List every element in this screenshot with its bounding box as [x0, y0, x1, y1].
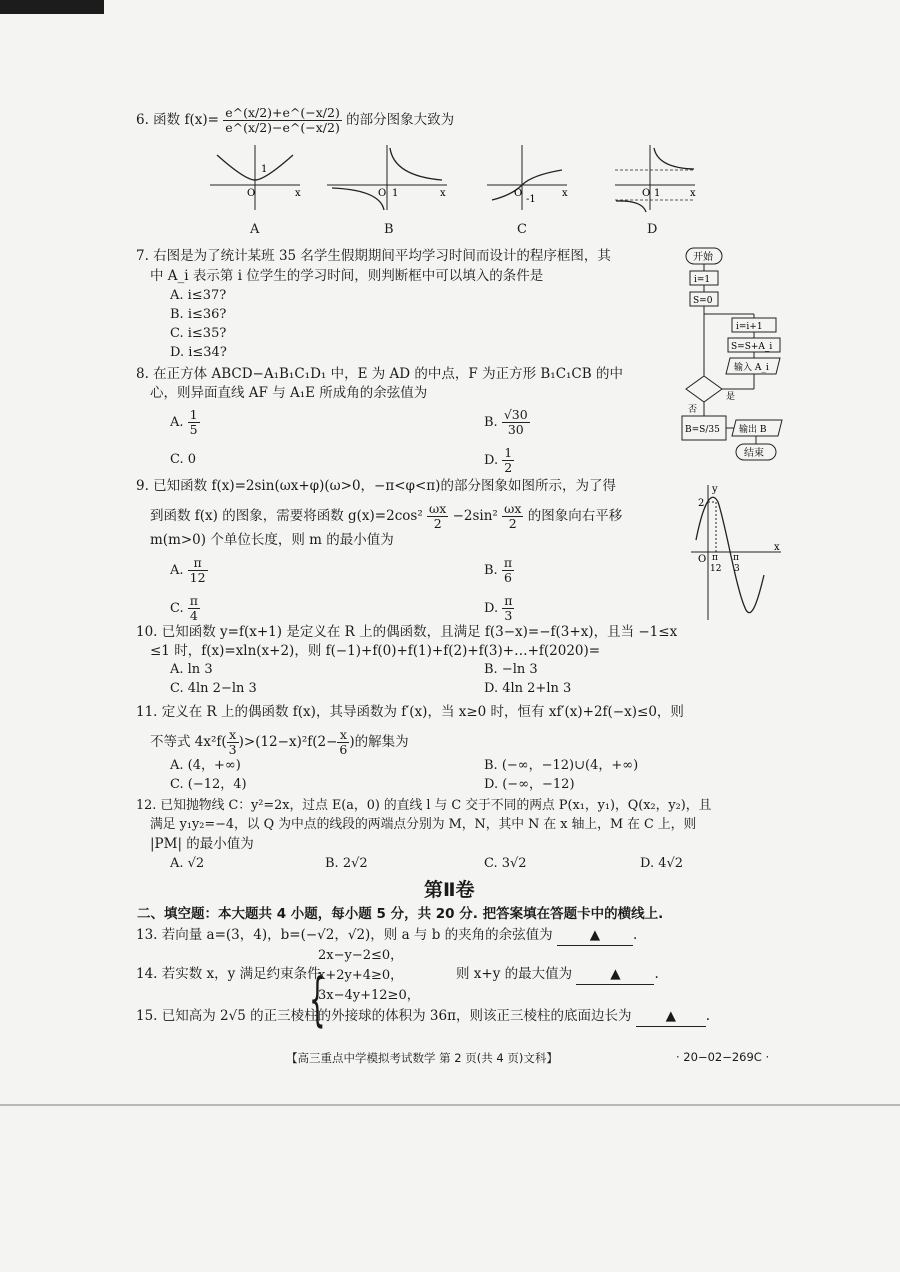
q11-option-c: C. (−12，4): [170, 777, 247, 792]
q9-graph-x2: π: [733, 553, 739, 563]
flow-init-i: i=1: [694, 275, 711, 285]
q11-option-d: D. (−∞，−12): [484, 777, 575, 792]
flow-compute: B=S/35: [685, 425, 720, 435]
q12-option-b: B. 2√2: [325, 856, 368, 871]
q15: [136, 1006, 710, 1027]
q14-constraint-3: 3x−4y+12≥0，: [318, 988, 420, 1003]
q8-line2: 心，则异面直线 AF 与 A₁E 所成角的余弦值为: [150, 385, 428, 401]
page-fold-line: [0, 1104, 900, 1106]
q12-option-a: A. √2: [170, 856, 205, 871]
q8-d-den: 2: [504, 460, 513, 475]
q9-d-num: π: [504, 593, 513, 608]
q9-option-a: [170, 556, 208, 585]
q9-graph-ytop: 2: [698, 498, 705, 509]
q9-graph-x1: π: [712, 553, 718, 563]
q6-graph-b: [322, 140, 452, 215]
q11-option-b: B. (−∞，−12)∪(4，+∞): [484, 758, 639, 773]
q14-tail: [456, 964, 659, 985]
q8-d-num: 1: [504, 445, 513, 460]
q9-frac1-num: ωx: [429, 501, 447, 516]
flow-output: 输出 B: [739, 425, 767, 435]
q9-graph-x: x: [774, 542, 780, 553]
q10-option-a: A. ln 3: [170, 662, 213, 677]
q7-option-d: D. i≤34?: [170, 345, 227, 360]
q15-answer-blank[interactable]: ▲: [636, 1006, 706, 1027]
q9-frac2-num: ωx: [504, 501, 522, 516]
svg-text:x: x: [562, 188, 568, 199]
q9-frac1-den: 2: [433, 516, 442, 531]
q6-graph-c: [482, 140, 572, 215]
footer-code: · 20−02−269C ·: [676, 1050, 770, 1064]
q7-line1: 7. 右图是为了统计某班 35 名学生假期期间平均学习时间而设计的程序框图，其: [136, 248, 611, 264]
q9-frac2-den: 2: [508, 516, 517, 531]
scan-edge-mark: [0, 0, 104, 14]
q6-label-b: B: [384, 222, 394, 237]
q9-sine-graph: [686, 480, 786, 625]
q9-option-d: [484, 594, 514, 623]
q14-brace: {: [309, 965, 326, 1033]
q13-answer-blank[interactable]: ▲: [557, 925, 633, 946]
q9-a-num: π: [188, 556, 208, 571]
q9-line2c: 的图象向右平移: [527, 508, 623, 524]
q10-line2: ≤1 时，f(x)=xln(x+2)，则 f(−1)+f(0)+f(1)+f(2)+f(3)+…+f(2020)=: [150, 643, 601, 659]
q11-f2-den: 6: [339, 742, 348, 757]
q9-d-label: D.: [484, 601, 499, 616]
q11-line2b: )>(12−x)²f(2−: [238, 734, 338, 750]
q11-line2c: )的解集为: [349, 734, 409, 750]
svg-text:x: x: [440, 188, 446, 199]
svg-text:-1: -1: [526, 194, 536, 205]
q8-b-num: √30: [503, 407, 528, 422]
q9-c-den: 4: [189, 608, 198, 623]
q13-text: 13. 若向量 a=(3，4)，b=(−√2，√2)，则 a 与 b 的夹角的余弦值为: [136, 927, 553, 943]
q11-f1-num: x: [227, 728, 239, 743]
q6-stem-a: 6. 函数 f(x)=: [136, 112, 219, 128]
q9-option-c: [170, 594, 200, 623]
q9-graph-x1d: 12: [710, 564, 722, 574]
q10-option-c: C. 4ln 2−ln 3: [170, 681, 257, 696]
q12-line2: 满足 y₁y₂=−4，以 Q 为中点的线段的两端点分别为 M，N，其中 N 在 x 轴上，M 在 C 上，则: [150, 817, 697, 832]
section-title: 第Ⅱ卷: [424, 879, 475, 901]
footer-page-info: 【高三重点中学模拟考试数学 第 2 页(共 4 页)文科】: [286, 1051, 558, 1065]
q9-c-label: C.: [170, 601, 184, 616]
q7-option-b: B. i≤36?: [170, 307, 227, 322]
q9-line1: 9. 已知函数 f(x)=2sin(ωx+φ)(ω>0，−π<φ<π)的部分图象如图所示，为了得: [136, 478, 616, 494]
q6-stem-b: 的部分图象大致为: [346, 112, 455, 128]
q11-line2: [150, 728, 409, 757]
q8-a-num: 1: [189, 407, 198, 422]
svg-text:x: x: [690, 188, 696, 199]
q6-label-a: A: [250, 222, 260, 237]
q9-d-den: 3: [504, 608, 513, 623]
svg-text:1: 1: [392, 188, 399, 199]
q8-b-label: B.: [484, 415, 498, 430]
q6-label-d: D: [647, 222, 658, 237]
q9-graph-x2d: 3: [734, 564, 740, 574]
q6-stem: [136, 106, 454, 135]
q11-option-a: A. (4，+∞): [170, 758, 241, 773]
q6-numerator: e^(x/2)+e^(−x/2): [225, 105, 340, 120]
flow-no: 否: [688, 405, 698, 415]
q11-f2-num: x: [337, 728, 349, 743]
q10-option-d: D. 4ln 2+ln 3: [484, 681, 572, 696]
q10-line1: 10. 已知函数 y=f(x+1) 是定义在 R 上的偶函数，且满足 f(3−x)=−f(3+x)，且当 −1≤x: [136, 624, 678, 640]
svg-text:1: 1: [261, 164, 268, 175]
q9-a-label: A.: [170, 563, 184, 578]
flow-input: 输入 A_i: [734, 363, 769, 373]
q9-line2b: −2sin²: [452, 508, 498, 524]
q9-a-den: 12: [189, 570, 206, 585]
q9-line2: [150, 502, 622, 531]
q8-a-label: A.: [170, 415, 184, 430]
q13: [136, 925, 637, 946]
q15-end: .: [705, 1008, 711, 1024]
q14-answer-blank[interactable]: ▲: [576, 964, 654, 985]
q8-a-den: 5: [189, 422, 198, 437]
svg-text:x: x: [295, 188, 301, 199]
svg-text:O: O: [378, 188, 387, 199]
fill-in-header: 二、填空题：本大题共 4 小题，每小题 5 分，共 20 分. 把答案填在答题卡中的横线上.: [137, 906, 664, 922]
q8-option-b: [484, 408, 530, 437]
q8-option-a: [170, 408, 200, 437]
q9-c-num: π: [189, 593, 198, 608]
q12-line3: |PM| 的最小值为: [150, 836, 254, 852]
flow-acc: S=S+A_i: [731, 342, 773, 352]
q11-line2a: 不等式 4x²f(: [150, 734, 227, 750]
q8-line1: 8. 在正方体 ABCD−A₁B₁C₁D₁ 中，E 为 AD 的中点，F 为正方形 B₁C₁CB 的中: [136, 366, 623, 382]
q14-end: .: [654, 966, 659, 982]
q11-line1: 11. 定义在 R 上的偶函数 f(x)，其导函数为 f′(x)，当 x≥0 时，恒有 xf′(x)+2f(−x)≤0，则: [136, 704, 684, 720]
q14-text-a: 14. 若实数 x，y 满足约束条件: [136, 966, 321, 982]
q8-option-c: C. 0: [170, 452, 197, 467]
q12-option-d: D. 4√2: [640, 856, 684, 871]
q14-constraint-2: x+2y+4≥0，: [318, 968, 404, 983]
flow-yes: 是: [726, 392, 736, 402]
svg-text:1: 1: [654, 188, 661, 199]
q9-line2a: 到函数 f(x) 的图象，需要将函数 g(x)=2cos²: [150, 508, 423, 524]
q8-b-den: 30: [507, 422, 524, 437]
q12-line1: 12. 已知抛物线 C：y²=2x，过点 E(a，0) 的直线 l 与 C 交于不同的两点 P(x₁，y₁)，Q(x₂，y₂)，且: [136, 798, 712, 813]
q12-option-c: C. 3√2: [484, 856, 527, 871]
q9-b-num: π: [503, 555, 513, 570]
q14-constraint-1: 2x−y−2≤0，: [318, 948, 404, 963]
q6-graph-d: [610, 140, 700, 215]
q9-option-b: [484, 556, 514, 585]
q7-flowchart: [676, 244, 788, 466]
q11-f1-den: 3: [228, 742, 237, 757]
flow-init-s: S=0: [693, 296, 713, 306]
q6-fraction: [223, 106, 342, 135]
q10-option-b: B. −ln 3: [484, 662, 538, 677]
q15-text: 15. 已知高为 2√5 的正三棱柱的外接球的体积为 36π，则该正三棱柱的底面边长为: [136, 1008, 632, 1024]
q9-graph-o: O: [698, 554, 707, 565]
q9-graph-y: y: [712, 484, 718, 495]
svg-text:O: O: [642, 188, 651, 199]
q6-label-c: C: [517, 222, 527, 237]
q6-graph-a: [205, 140, 305, 215]
q9-b-den: 6: [503, 570, 512, 585]
svg-text:O: O: [514, 188, 523, 199]
q6-denominator: e^(x/2)−e^(−x/2): [225, 120, 340, 135]
flow-end: 结束: [744, 448, 764, 459]
q9-line3: m(m>0) 个单位长度，则 m 的最小值为: [150, 532, 394, 548]
q8-d-label: D.: [484, 453, 499, 468]
flow-inc: i=i+1: [736, 322, 763, 332]
q9-b-label: B.: [484, 563, 498, 578]
q7-option-c: C. i≤35?: [170, 326, 227, 341]
q13-end: .: [632, 927, 638, 943]
q7-option-a: A. i≤37?: [170, 288, 227, 303]
flow-start: 开始: [693, 252, 713, 263]
q14-text-b: 则 x+y 的最大值为: [456, 966, 573, 982]
svg-text:O: O: [247, 188, 256, 199]
q8-option-d: [484, 446, 514, 475]
q7-line2: 中 A_i 表示第 i 位学生的学习时间，则判断框中可以填入的条件是: [150, 268, 544, 284]
